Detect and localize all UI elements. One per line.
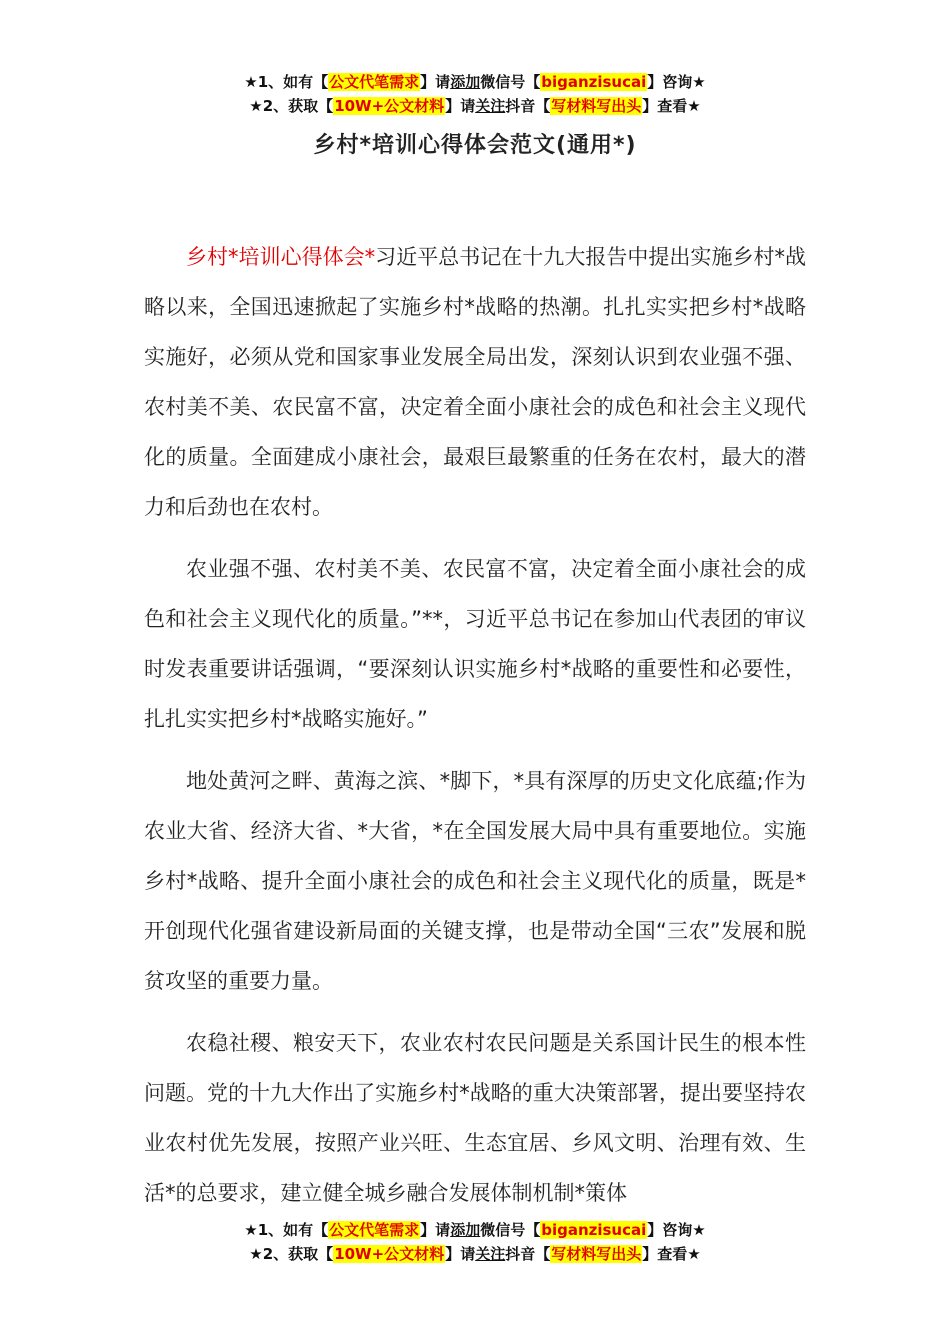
footer-banner — [0, 1218, 950, 1266]
banner-highlight: 10W+公文材料 — [334, 97, 445, 115]
banner-text: 】咨询★ — [647, 73, 706, 91]
document-body — [144, 232, 806, 1230]
banner-line-2 — [0, 1242, 950, 1266]
banner-line-1 — [0, 70, 950, 94]
banner-line-2 — [0, 94, 950, 118]
banner-text: 】请 — [445, 1245, 476, 1263]
paragraph-4: 农稳社稷、粮安天下，农业农村农民问题是关系国计民生的根本性问题。党的十九大作出了实施乡村*战略的重大决策部署，提出要坚持农业农村优先发展，按照产业兴旺、生态宜居、乡风文明、治理有效、生活*的总要求，建立健全城乡融合发展体制机制*策体 — [144, 1031, 806, 1205]
banner-text: 】查看★ — [642, 1245, 701, 1263]
paragraph-2: 农业强不强、农村美不美、农民富不富，决定着全面小康社会的成色和社会主义现代化的质量。”**，习近平总书记在参加山代表团的审议时发表重要讲话强调，“要深刻认识实施乡村*战略的重要性和必要性，扎扎实实把乡村*战略实施好。” — [144, 557, 806, 731]
banner-text: ★1、如有【 — [244, 1221, 329, 1239]
banner-highlight: 写材料写出头 — [551, 1245, 642, 1263]
banner-text: ★2、获取【 — [249, 1245, 334, 1263]
banner-text: 】请 — [445, 97, 476, 115]
banner-highlight: 写材料写出头 — [551, 97, 642, 115]
banner-underline: 添加 — [450, 1221, 481, 1239]
banner-highlight: 10W+公文材料 — [334, 1245, 445, 1263]
banner-underline: 关注 — [475, 97, 506, 115]
document-title: 乡村*培训心得体会范文(通用*) — [313, 133, 637, 158]
banner-text: ★1、如有【 — [244, 73, 329, 91]
banner-highlight: biganzisucai — [541, 73, 647, 91]
banner-highlight: 公文代笔需求 — [329, 73, 420, 91]
paragraph-text: 习近平总书记在十九大报告中提出实施乡村*战略以来，全国迅速掀起了实施乡村*战略的热潮。扎扎实实把乡村*战略实施好，必须从党和国家事业发展全局出发，深刻认识到农业强不强、农村美不美、农民富不富，决定着全面小康社会的成色和社会主义现代化的质量。全面建成小康社会，最艰巨最繁重的任务在农村，最大的潜力和后劲也在农村。 — [144, 245, 807, 519]
banner-text: 微信号【 — [480, 73, 541, 91]
banner-text: 】查看★ — [642, 97, 701, 115]
banner-underline: 关注 — [475, 1245, 506, 1263]
banner-highlight: 公文代笔需求 — [329, 1221, 420, 1239]
paragraph-1 — [144, 232, 806, 532]
banner-text: ★2、获取【 — [249, 97, 334, 115]
banner-text: 】请 — [420, 1221, 451, 1239]
banner-text: 微信号【 — [480, 1221, 541, 1239]
banner-line-1 — [0, 1218, 950, 1242]
header-banner — [0, 70, 950, 118]
banner-text: 抖音【 — [505, 97, 551, 115]
banner-highlight: biganzisucai — [541, 1221, 647, 1239]
banner-text: 】请 — [420, 73, 451, 91]
banner-underline: 添加 — [450, 73, 481, 91]
banner-text: 抖音【 — [505, 1245, 551, 1263]
paragraph-lead: 乡村*培训心得体会* — [186, 245, 376, 269]
banner-text: 】咨询★ — [647, 1221, 706, 1239]
paragraph-3: 地处黄河之畔、黄海之滨、*脚下，*具有深厚的历史文化底蕴;作为农业大省、经济大省、*大省，*在全国发展大局中具有重要地位。实施乡村*战略、提升全面小康社会的成色和社会主义现代化的质量，既是*开创现代化强省建设新局面的关键支撑，也是带动全国“三农”发展和脱贫攻坚的重要力量。 — [144, 769, 806, 993]
